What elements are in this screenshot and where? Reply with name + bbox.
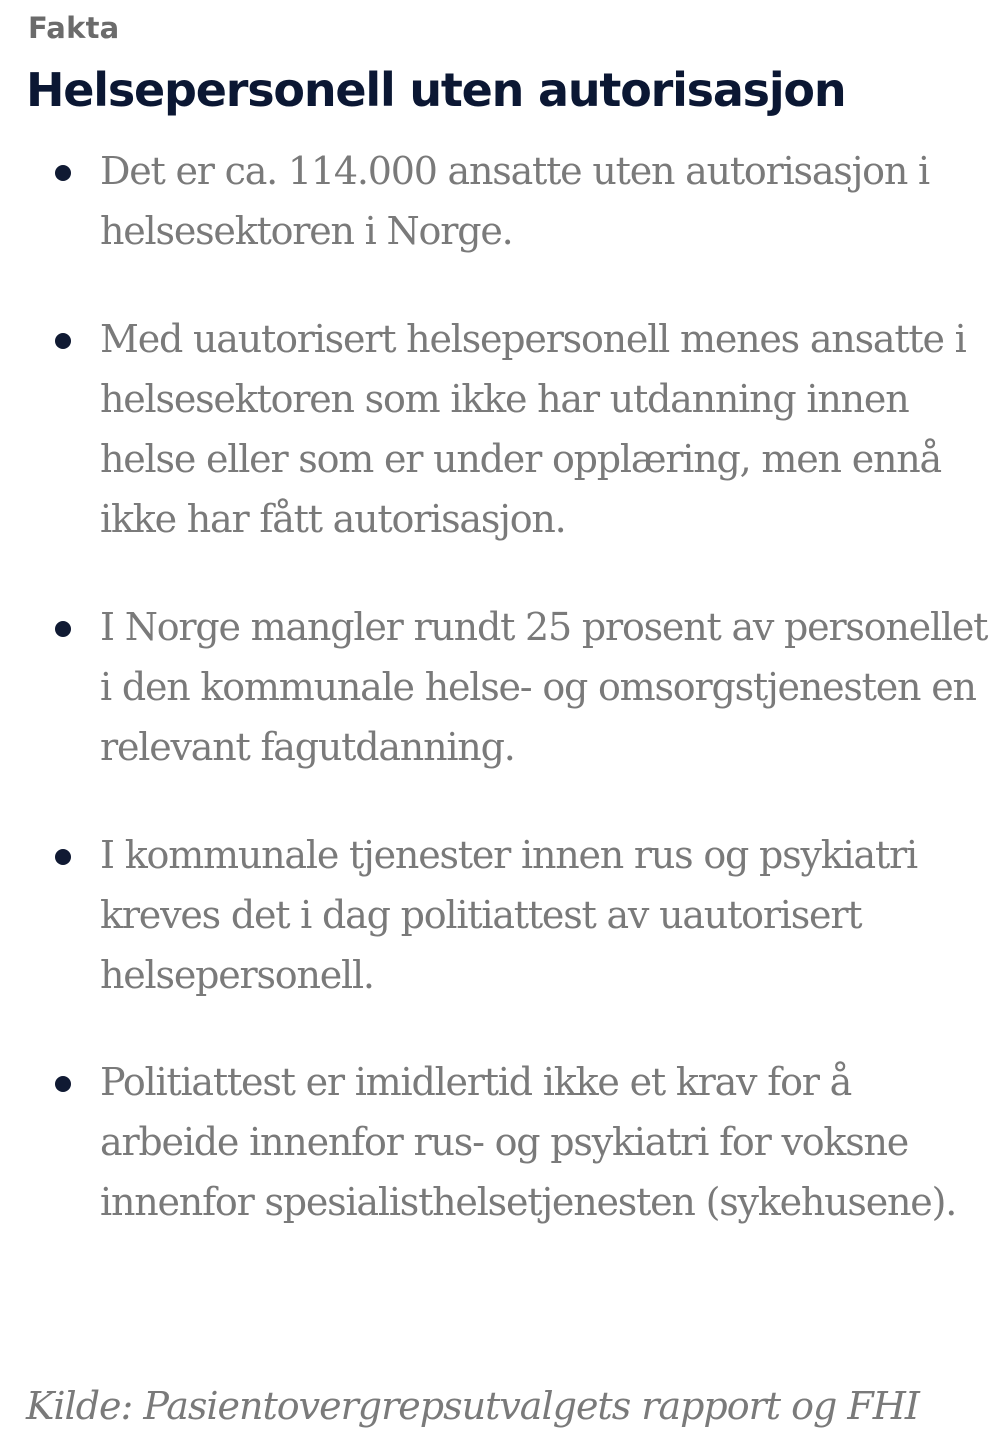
fact-text: I Norge mangler rundt 25 prosent av personellet i den kommunale helse- og omsorgstjenesten en relevant fagutdanning. (100, 605, 988, 769)
bullet-icon (55, 165, 71, 181)
fact-text: Det er ca. 114.000 ansatte uten autorisasjon i helsesektoren i Norge. (100, 149, 929, 253)
bullet-icon (55, 1076, 71, 1092)
bullet-icon (55, 849, 71, 865)
fact-text: Politiattest er imidlertid ikke et krav for å arbeide innenfor rus- og psykiatri for voksne innenfor spesialisthelsetjenesten (sykehusene). (100, 1060, 957, 1224)
source-citation: Kilde: Pasientovergrepsutvalgets rapport og FHI (26, 1384, 919, 1428)
bullet-icon (55, 621, 71, 637)
fact-text: I kommunale tjenester innen rus og psykiatri kreves det i dag politiattest av uautorisert helsepersonell. (100, 833, 917, 997)
fact-box-title: Helsepersonell uten autorisasjon (26, 63, 846, 117)
section-label: Fakta (28, 11, 120, 45)
bullet-icon (55, 333, 71, 349)
fact-text: Med uautorisert helsepersonell menes ansatte i helsesektoren som ikke har utdanning innen helse eller som er under opplæring, men ennå ikke har fått autorisasjon. (100, 317, 966, 541)
